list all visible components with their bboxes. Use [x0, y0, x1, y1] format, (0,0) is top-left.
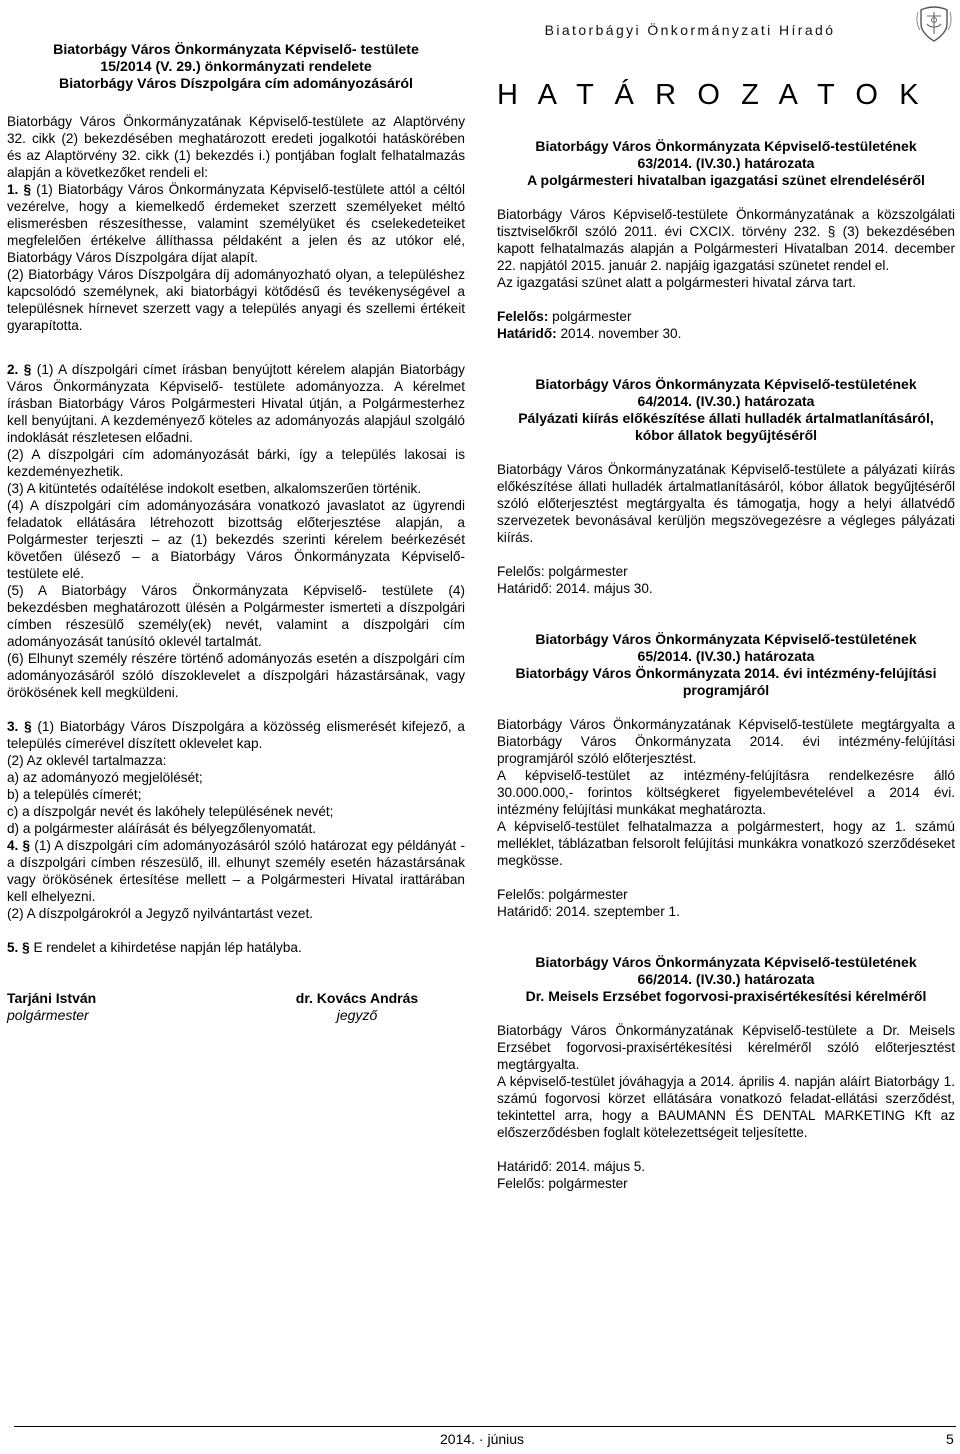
section-2-para-2: (2) A díszpolgári cím adományozását bárki, így a település lakosai is kezdeményezhetik.: [7, 447, 465, 479]
section-1-number: 1.: [7, 182, 19, 197]
signatures: [7, 990, 465, 1024]
resolution-body-line: Biatorbágy Város Önkormányzata Képviselő-testületének: [535, 376, 917, 392]
footer-rule: [14, 1426, 956, 1427]
section-2-para-3: (3) A kitüntetés odaítélése indokolt esetben, alkalomszerűen történik.: [7, 481, 422, 496]
resolution-66: [497, 954, 955, 1192]
resolution-number: 66/2014. (IV.30.) határozata: [637, 971, 815, 987]
list-item: a) az adományozó megjelölését;: [7, 770, 203, 785]
resolution-title: Biatorbágy Város Önkormányzata 2014. évi intézmény-felújítási programjáról: [515, 665, 937, 698]
resolution-responsible: Felelős: polgármester: [497, 564, 628, 579]
section-3-para-1-text: (1) Biatorbágy Város Díszpolgára a közösség elismerését kifejező, a település címerével díszített oklevelet kap.: [7, 719, 465, 751]
resolution-paragraph: A képviselő-testület jóváhagyja a 2014. április 4. napján aláírt Biatorbágy 1. számú fogorvosi körzet ellátására vonatkozó feladat-ellátási szerződést, tekintettel arra, hogy a BAUMANN ÉS DENTAL MARKETING Kft az előszerződésben foglalt kötelezettségeit teljesítette.: [497, 1074, 955, 1140]
section-4-para-1-text: (1) A díszpolgári cím adományozásáról szóló határozat egy példányát - a díszpolgári címben részesülő, ill. elhunyt személy esetén házastársának vagy örökösének értesítése mellett – a Polgármesteri Hivatal irattárában kell elhelyezni.: [7, 838, 465, 904]
resolution-responsible: Felelős: polgármester: [497, 887, 628, 902]
section-2-number: 2.: [7, 362, 19, 377]
decree-title-line-1: Biatorbágy Város Önkormányzata Képviselő- testülete: [53, 42, 419, 58]
resolution-responsible: Felelős: polgármester: [497, 1176, 628, 1191]
section-2-para-5: (5) A Biatorbágy Város Önkormányzata Képviselő- testülete (4) bekezdésben meghatározott ülésén a Polgármester ismerteti a díszpolgári címben részesülő személy(ek) nevét, valamint a díszpolgári cím adományozását tanúsító oklevél tartalmát.: [7, 583, 465, 649]
decree-title: [7, 42, 465, 93]
section-5-number: 5.: [7, 940, 19, 955]
resolution-title: Dr. Meisels Erzsébet fogorvosi-praxisértékesítési kérelméről: [525, 988, 927, 1004]
resolution-63: [497, 138, 955, 342]
resolution-number: 63/2014. (IV.30.) határozata: [637, 155, 815, 171]
decree-column: [7, 42, 465, 1024]
resolution-responsible: Felelős: polgármester: [497, 309, 632, 324]
resolution-number: 64/2014. (IV.30.) határozata: [637, 393, 815, 409]
footer-date: 2014. · június: [440, 1431, 525, 1447]
signature-role: jegyző: [336, 1007, 378, 1023]
resolutions-column: [497, 78, 955, 1192]
resolution-paragraph: Az igazgatási szünet alatt a polgármesteri hivatal zárva tart.: [497, 275, 856, 290]
list-item: d) a polgármester aláírását és bélyegzőlenyomatát.: [7, 821, 317, 836]
signature-notary: [272, 990, 442, 1024]
resolution-deadline: Határidő: 2014. május 30.: [497, 581, 653, 596]
resolution-paragraph: Biatorbágy Város Önkormányzatának Képviselő-testülete a Dr. Meisels Erzsébet fogorvosi-praxisértékesítési kérelméről szóló előterjesztést megtárgyalta.: [497, 1023, 955, 1072]
decree-title-line-2: 15/2014 (V. 29.) önkormányzati rendelete: [100, 59, 372, 75]
coat-of-arms-icon: [914, 4, 954, 44]
section-4-number: 4.: [7, 838, 19, 853]
resolution-paragraph: A képviselő-testület felhatalmazza a polgármestert, hogy az 1. számú melléklet, táblázatban felsorolt felújítási munkákra vonatkozó szerződéseket megkösse.: [497, 819, 955, 868]
running-title: Biatorbágyi Önkormányzati Híradó: [544, 22, 836, 38]
section-2-para-6: (6) Elhunyt személy részére történő adományozás esetén a díszpolgári cím adományozásáról szóló díszoklevelet a díszpolgári házastársának, vagy örökösének kell megküldeni.: [7, 651, 465, 700]
resolution-paragraph: Biatorbágy Város Képviselő-testülete Önkormányzatának a közszolgálati tisztviselőkről szóló 2011. évi CXCIX. törvény 232. § (3) bekezdésében kapott felhatalmazás alapján a Polgármesteri Hivatalban 2014. december 22. napjától 2015. január 2. napjáig igazgatási szünetet rendel el.: [497, 207, 955, 273]
resolution-body-line: Biatorbágy Város Önkormányzata Képviselő-testületének: [535, 631, 917, 647]
resolution-deadline: Határidő: 2014. szeptember 1.: [497, 904, 680, 919]
page-number: 5: [946, 1431, 954, 1447]
section-2-para-1: 2. § (1) A díszpolgári címet írásban benyújtott kérelem alapján Biatorbágy Város Önkormányzata Képviselő- testülete adományozza. A kérelmet írásban Biatorbágy Város Polgármesteri Hivatal útján, a Polgármesterhez kell benyújtani. A kezdeményező köteles az adományozás alapjául szolgáló indoklását részletesen előadni.: [7, 362, 465, 445]
resolution-paragraph: A képviselő-testület az intézmény-felújításra rendelkezésre álló 30.000.000,- forintos költségkeret figyelembevételével a 2014 évi. intézmény felújítási munkákat meghatározta.: [497, 768, 955, 817]
resolution-body-line: Biatorbágy Város Önkormányzata Képviselő-testületének: [535, 954, 917, 970]
section-1-para-2: (2) Biatorbágy Város Díszpolgára díj adományozható olyan, a településhez kapcsolódó személynek, aki biatorbágyi kötődésű és tevékenységével a településnek hírnevet szerzett vagy a település anyagi és szellemi értékeit gyarapította.: [7, 267, 465, 333]
signature-name: dr. Kovács András: [295, 990, 419, 1006]
section-4-para-2: (2) A díszpolgárokról a Jegyző nyilvántartást vezet.: [7, 906, 314, 921]
resolution-number: 65/2014. (IV.30.) határozata: [637, 648, 815, 664]
section-1-para-1: 1. § (1) Biatorbágy Város Önkormányzata Képviselő-testülete attól a céltól vezérelve, hogy a kiemelkedő érdemeket szerzett személyeket méltó elismerésben részesíthesse, valamint személyüket és cselekedeteiket megfelelően értékelve állíthassa példaként a jelen és az utókor elé, Biatorbágy Város Díszpolgára díjat alapít.: [7, 182, 465, 265]
section-3-para-2: (2) Az oklevél tartalmazza:: [7, 753, 167, 768]
section-3-number: 3.: [7, 719, 19, 734]
decree-preamble: Biatorbágy Város Önkormányzatának Képviselő-testülete az Alaptörvény 32. cikk (2) bekezdésében meghatározott eredeti jogalkotói hatáskörében és az Alaptörvény 32. cikk (1) bekezdés i.) pontjában foglalt felhatalmazás alapján a következőket rendeli el:: [7, 114, 465, 180]
resolution-title: Pályázati kiírás előkészítése állati hulladék ártalmatlanításáról, kóbor állatok begyűjtéséről: [518, 410, 934, 443]
resolution-body-line: Biatorbágy Város Önkormányzata Képviselő-testületének: [535, 138, 917, 154]
resolution-65: [497, 631, 955, 920]
list-item: b) a település címerét;: [7, 787, 142, 802]
section-2-para-1-text: (1) A díszpolgári címet írásban benyújtott kérelem alapján Biatorbágy Város Önkormányzata Képviselő- testülete adományozza. A kérelmet írásban Biatorbágy Város Polgármesteri Hivatal útján, a Polgármesterhez kell benyújtani. A kezdeményező köteles az adományozás alapjául szolgáló indoklását részletesen előadni.: [7, 362, 465, 445]
list-item: c) a díszpolgár nevét és lakóhely településének nevét;: [7, 804, 334, 819]
section-2-para-4: (4) A díszpolgári cím adományozására vonatkozó javaslatot az ügyrendi feladatok ellátására létrehozott bizottság előterjesztése alapján, a Polgármester terjeszti – az (1) bekezdés szerinti kérelem beérkezését követően ülésező – a Biatorbágy Város Önkormányzata Képviselő- testülete elé.: [7, 498, 465, 581]
section-5-para-1: 5. § E rendelet a kihirdetése napján lép hatályba.: [7, 940, 302, 955]
resolutions-title: H A T Á R O Z A T O K: [497, 79, 926, 111]
decree-title-line-3: Biatorbágy Város Díszpolgára cím adományozásáról: [58, 76, 413, 92]
signature-mayor: [7, 990, 96, 1024]
resolution-title: A polgármesteri hivatalban igazgatási szünet elrendeléséről: [527, 172, 925, 188]
resolution-paragraph: Biatorbágy Város Önkormányzatának Képviselő-testülete megtárgyalta a Biatorbágy Város Önkormányzata 2014. évi intézmény-felújítási programjáról szóló előterjesztést.: [497, 717, 955, 766]
signature-name: Tarjáni István: [7, 990, 97, 1006]
resolution-paragraph: Biatorbágy Város Önkormányzatának Képviselő-testülete a pályázati kiírás előkészítése állati hulladék ártalmatlanításáról, kóbor állatok begyűjtéséről szóló előterjesztést megtárgyalta és támogatja, hogy a helyi állatvédő szervezetek bevonásával kerüljön megszövegezésre a végleges pályázati kiírás.: [497, 462, 955, 545]
resolution-deadline: Határidő: 2014. május 5.: [497, 1159, 646, 1174]
section-4-para-1: 4. § (1) A díszpolgári cím adományozásáról szóló határozat egy példányát - a díszpolgári címben részesülő, ill. elhunyt személy esetén házastársának vagy örökösének értesítése mellett – a Polgármesteri Hivatal irattárában kell elhelyezni.: [7, 838, 465, 904]
section-3-para-1: 3. § (1) Biatorbágy Város Díszpolgára a közösség elismerését kifejező, a település címerével díszített oklevelet kap.: [7, 719, 465, 751]
resolution-64: [497, 376, 955, 597]
signature-role: polgármester: [7, 1007, 89, 1023]
resolution-deadline: Határidő: 2014. november 30.: [497, 326, 682, 341]
section-1-para-1-text: (1) Biatorbágy Város Önkormányzata Képviselő-testülete attól a céltól vezérelve, hogy a kiemelkedő érdemeket szerzett személyeket méltó elismerésben részesíthesse, valamint személyüket és cselekedeteiket megfelelően értékelve állíthassa példaként a jelen és az utókor elé, Biatorbágy Város Díszpolgára díjat alapít.: [7, 182, 465, 265]
section-5-para-1-text: E rendelet a kihirdetése napján lép hatályba.: [33, 940, 302, 955]
